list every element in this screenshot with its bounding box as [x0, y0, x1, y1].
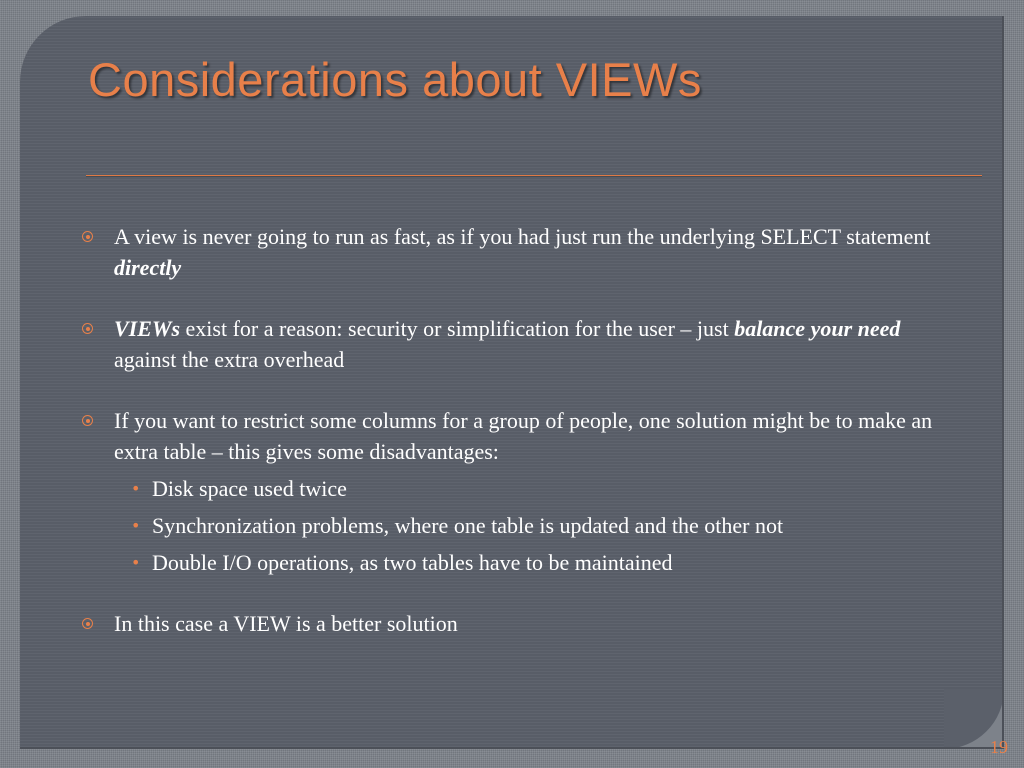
slide-title: Considerations about VIEWs	[88, 53, 702, 106]
slide-content	[80, 221, 960, 639]
bullet-emphasis: VIEWs	[114, 316, 181, 341]
small-dot-icon: •	[131, 516, 141, 535]
sub-bullet-text: Double I/O operations, as two tables have to be maintained	[152, 550, 673, 575]
bullet-text: If you want to restrict some columns for a group of people, one solution might be to make an extra table – this gives some disadvantages:	[114, 408, 933, 464]
small-dot-icon: •	[131, 479, 141, 498]
small-dot-icon: •	[131, 553, 141, 572]
bullet-emphasis: directly	[114, 255, 182, 280]
bullet-text: A view is never going to run as fast, as if you had just run the underlying SELECT statement	[114, 224, 931, 249]
title-divider	[86, 175, 982, 177]
bullet-text: against the extra overhead	[114, 347, 345, 372]
sub-bullet-list	[114, 473, 960, 578]
page-number: 19	[990, 737, 1008, 757]
sub-bullet-item	[114, 547, 960, 578]
bullet-item	[80, 221, 960, 283]
bullet-emphasis: balance your need	[734, 316, 901, 341]
bullet-item	[80, 405, 960, 578]
circled-dot-icon	[82, 323, 93, 334]
bullet-text: In this case a VIEW is a better solution	[114, 611, 458, 636]
slide-panel	[20, 16, 1004, 749]
sub-bullet-text: Disk space used twice	[152, 476, 347, 501]
circled-dot-icon	[82, 618, 93, 629]
circled-dot-icon	[82, 231, 93, 242]
bullet-item	[80, 608, 960, 639]
sub-bullet-item	[114, 473, 960, 504]
bullet-item	[80, 313, 960, 375]
sub-bullet-item	[114, 510, 960, 541]
bullet-text: exist for a reason: security or simplification for the user – just	[180, 316, 735, 341]
sub-bullet-text: Synchronization problems, where one table is updated and the other not	[152, 513, 784, 538]
circled-dot-icon	[82, 415, 93, 426]
